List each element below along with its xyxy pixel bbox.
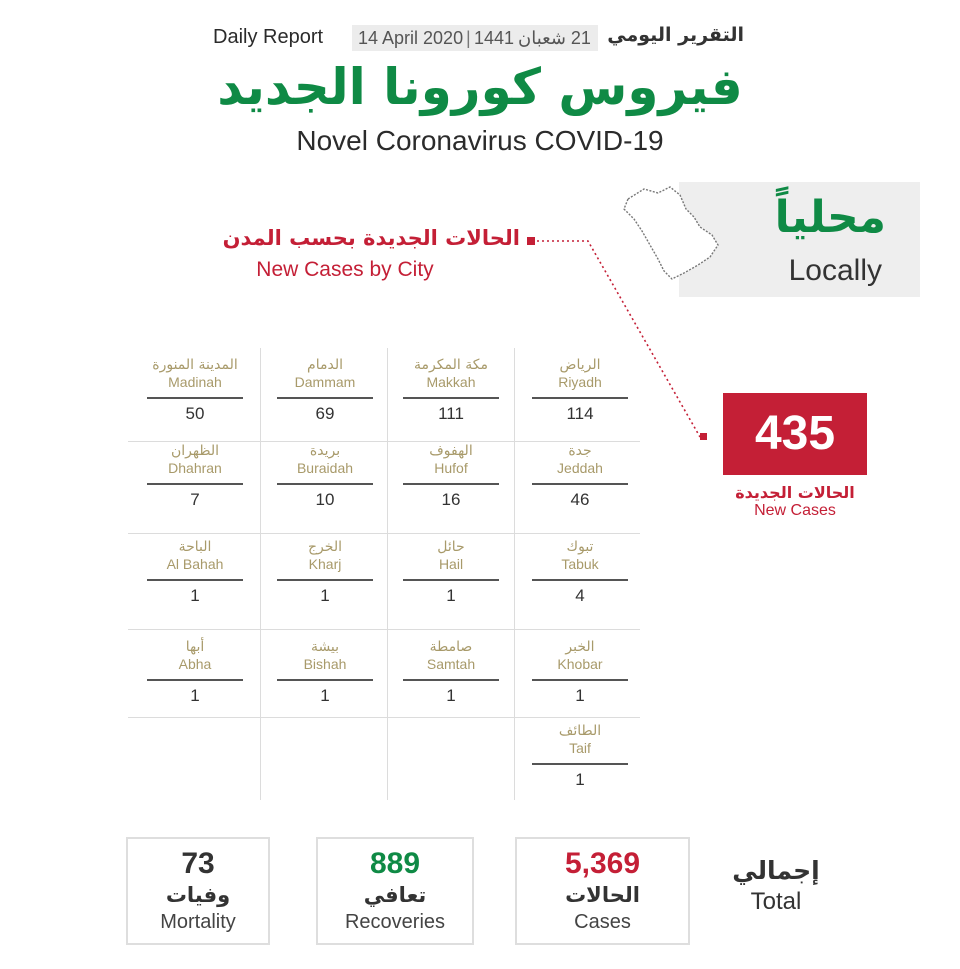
page-title-ar: فيروس كورونا الجديد (217, 58, 743, 116)
city-underline (277, 483, 373, 485)
city-underline (277, 679, 373, 681)
saudi-arabia-map-icon (614, 183, 726, 283)
city-name-en: Al Bahah (166, 556, 224, 572)
city-name-ar: مكة المكرمة (414, 357, 488, 373)
city-underline (147, 483, 243, 485)
city-name-ar: أبها (185, 639, 205, 655)
new-cases-ar: الحالات الجديدة (735, 483, 855, 502)
city-underline (147, 579, 243, 581)
total-mortality-value: 73 (181, 847, 215, 880)
city-underline (403, 397, 499, 399)
city-name-en: Khobar (557, 656, 603, 672)
city-underline (532, 763, 628, 765)
city-header-bullet (527, 237, 535, 245)
total-cases-box (515, 837, 690, 945)
new-cases-value: 435 (723, 393, 867, 475)
city-cell-madinah (135, 356, 255, 424)
city-cell-hail (391, 538, 511, 606)
total-label-ar: إجمالي (732, 856, 820, 885)
city-name-en: Jeddah (557, 460, 603, 476)
date-box (352, 25, 598, 51)
page-title-en: Novel Coronavirus COVID-19 (296, 125, 664, 156)
grid-divider (128, 717, 640, 718)
city-underline (277, 397, 373, 399)
city-cell-hufof (391, 442, 511, 510)
city-cell-kharj (265, 538, 385, 606)
total-label (716, 855, 836, 917)
city-underline (532, 397, 628, 399)
city-count: 1 (190, 686, 200, 705)
city-underline (403, 579, 499, 581)
city-cell-al-bahah (135, 538, 255, 606)
total-recoveries-box (316, 837, 474, 945)
city-name-en: Makkah (426, 374, 476, 390)
city-count: 46 (570, 490, 590, 509)
city-name-ar: تبوك (566, 539, 594, 555)
city-name-ar: المدينة المنورة (152, 357, 238, 373)
city-name-ar: الرياض (559, 357, 601, 373)
city-cell-taif (520, 722, 640, 790)
city-cell-makkah (391, 356, 511, 424)
city-underline (532, 579, 628, 581)
grid-divider (128, 629, 640, 630)
city-count: 1 (190, 586, 200, 605)
locally-ar: محلياً (774, 192, 886, 243)
city-count: 50 (185, 404, 205, 423)
city-header-en: New Cases by City (256, 258, 434, 281)
city-name-en: Kharj (308, 556, 342, 572)
city-count: 7 (190, 490, 200, 509)
city-cell-khobar (520, 638, 640, 706)
daily-report-en: Daily Report (213, 26, 324, 48)
city-underline (403, 483, 499, 485)
city-header-ar: الحالات الجديدة بحسب المدن (222, 226, 520, 250)
city-cell-samtah (391, 638, 511, 706)
total-recoveries-value: 889 (369, 847, 421, 880)
city-name-ar: بريدة (309, 443, 341, 459)
city-name-en: Abha (178, 656, 212, 672)
city-underline (532, 679, 628, 681)
hijri-year: 1441 (474, 28, 515, 48)
city-cell-buraidah (265, 442, 385, 510)
city-name-ar: صامطة (429, 639, 473, 655)
city-count: 16 (441, 490, 461, 509)
city-count: 1 (320, 586, 330, 605)
city-count: 1 (575, 770, 585, 789)
city-name-ar: الطائف (558, 723, 602, 739)
city-count: 10 (315, 490, 335, 509)
report-header (0, 22, 960, 56)
city-underline (277, 579, 373, 581)
city-name-en: Madinah (168, 374, 222, 390)
city-name-en: Buraidah (296, 460, 354, 476)
city-name-ar: الهفوف (429, 443, 473, 459)
city-name-en: Hail (438, 556, 464, 572)
hijri-day: 21 شعبان (518, 28, 591, 48)
grid-divider (514, 348, 515, 800)
city-count: 1 (446, 586, 456, 605)
total-cases-value: 5,369 (564, 847, 641, 880)
city-count: 114 (566, 404, 594, 423)
city-name-en: Dhahran (168, 460, 222, 476)
city-cell-tabuk (520, 538, 640, 606)
total-mortality-en: Mortality (160, 911, 236, 933)
city-name-ar: الخبر (565, 639, 595, 655)
gregorian-date: 14 April 2020 (358, 28, 464, 48)
city-name-ar: الباحة (178, 539, 212, 555)
city-name-en: Taif (569, 740, 591, 756)
city-cell-jeddah (520, 442, 640, 510)
city-name-en: Samtah (426, 656, 476, 672)
grid-divider (387, 348, 388, 800)
total-recoveries-en: Recoveries (344, 911, 446, 933)
city-count: 111 (438, 404, 464, 423)
total-mortality-ar: وفيات (165, 883, 231, 907)
city-name-ar: جدة (568, 443, 592, 459)
city-cell-riyadh (520, 356, 640, 424)
city-name-en: Bishah (303, 656, 347, 672)
grid-divider (128, 533, 640, 534)
new-cases-en: New Cases (754, 502, 836, 519)
city-name-ar: الظهران (171, 443, 219, 459)
city-underline (147, 397, 243, 399)
city-count: 1 (320, 686, 330, 705)
city-cell-dammam (265, 356, 385, 424)
city-underline (532, 483, 628, 485)
city-name-en: Tabuk (561, 556, 599, 572)
city-underline (403, 679, 499, 681)
city-count: 69 (315, 404, 335, 423)
locally-en: Locally (788, 254, 882, 287)
grid-divider (260, 348, 261, 800)
total-mortality-box (126, 837, 270, 945)
city-count: 1 (575, 686, 585, 705)
city-name-en: Dammam (294, 374, 356, 390)
city-name-ar: الخرج (308, 539, 342, 555)
daily-report-ar: التقرير اليومي (607, 24, 744, 46)
city-name-ar: بيشة (310, 639, 340, 655)
date-separator: | (466, 28, 471, 48)
city-count: 1 (446, 686, 456, 705)
city-cell-abha (135, 638, 255, 706)
city-name-ar: الدمام (307, 357, 343, 373)
total-cases-ar: الحالات (565, 883, 640, 907)
total-cases-en: Cases (574, 911, 631, 933)
city-name-en: Riyadh (558, 374, 602, 390)
city-name-ar: حائل (437, 539, 465, 555)
city-underline (147, 679, 243, 681)
city-cell-dhahran (135, 442, 255, 510)
connector-end-dot (700, 433, 707, 440)
city-count: 4 (575, 586, 585, 605)
city-name-en: Hufof (434, 460, 468, 476)
total-recoveries-ar: تعافي (363, 883, 427, 907)
city-cell-bishah (265, 638, 385, 706)
total-label-en: Total (750, 888, 802, 915)
